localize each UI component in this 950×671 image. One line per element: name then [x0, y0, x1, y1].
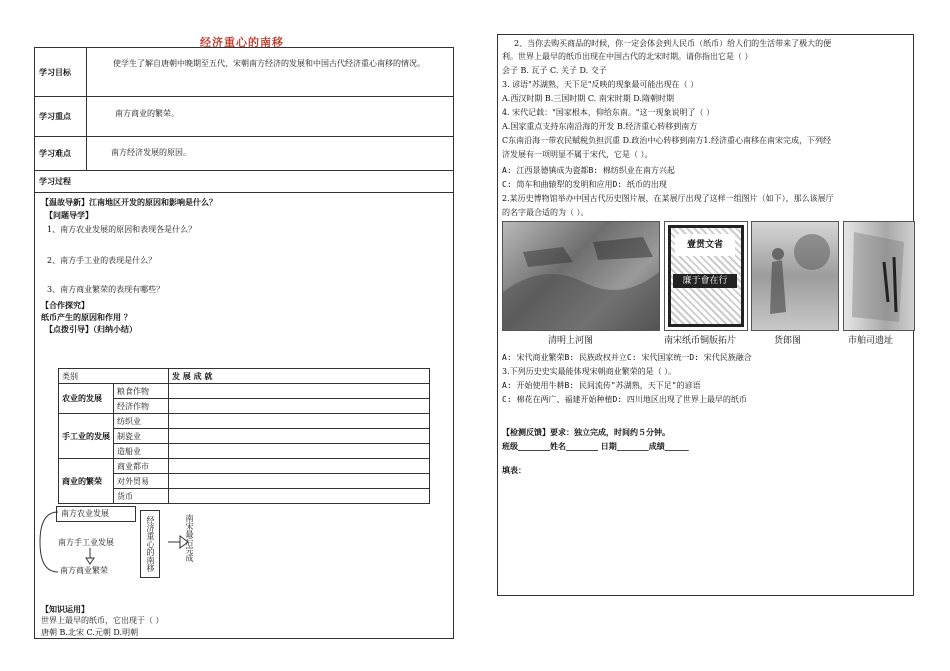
table-group-agriculture: 农业的发展 [59, 384, 114, 414]
apply-options: 唐朝 B.北宋 C.元朝 D.明朝 [41, 628, 139, 637]
paper-money-value: 壹贯文省 [675, 234, 735, 256]
objective-row [35, 48, 453, 97]
key-label: 学习重点 [35, 96, 87, 136]
table-header-category: 类别 [59, 369, 169, 384]
flow-text-result: 南宋最后完成 [185, 514, 194, 562]
paper-money-banner: 廉于會在行 [673, 274, 737, 288]
painting-qingming-image [502, 221, 660, 331]
right-line-6: 4. 宋代记载："国家根本，仰给东南。"这一现象说明了（ ） [502, 108, 715, 117]
right-line-15: 3.下列历史史实最能体现宋朝商业繁荣的是（ ）。 [502, 367, 677, 376]
table-cell-blank[interactable] [169, 489, 430, 504]
question-2: 2、南方手工业的表现是什么？ [47, 256, 157, 265]
coop-header: 【合作探究】 [41, 300, 89, 310]
table-row [59, 399, 430, 414]
right-line-17: C: 棉花在两广、福建开始种植D: 四川地区出现了世界上最早的纸币 [502, 395, 747, 404]
objective-label: 学习目标 [35, 48, 87, 96]
table-row [59, 489, 430, 504]
right-line-3: 会子 B. 瓦子 C. 关子 D. 交子 [502, 66, 607, 75]
right-line-12: 2.某历史博物馆举办中国古代历史图片展，在某展厅出现了这样一组图片（如下），那么该展厅 [502, 194, 834, 203]
right-line-16: A: 开始使用牛耕B: 民间流传"苏湖熟，天下足"的谚语 [502, 381, 701, 390]
right-line-11: C: 筒车和曲辕犁的发明和应用D: 纸币的出现 [502, 180, 667, 189]
difficulty-text: 南方经济发展的原因。 [111, 148, 191, 157]
table-item: 对外贸易 [114, 474, 169, 489]
table-row [59, 459, 430, 474]
flow-box-agriculture: 南方农业发展 [56, 506, 136, 522]
table-cell-blank[interactable] [169, 444, 430, 459]
table-item: 经济作物 [114, 399, 169, 414]
fill-table-label: 填表： [502, 465, 526, 475]
difficulty-row [35, 136, 453, 171]
table-row [59, 474, 430, 489]
table-item: 粮食作物 [114, 384, 169, 399]
table-item: 制瓷业 [114, 429, 169, 444]
right-line-1: 2、当你去购买商品的时候，你一定会体会到人民币（纸币）给人们的生活带来了极大的便 [514, 39, 832, 48]
right-line-7: A.国家重点支持东南沿海的开发 B.经济重心转移到南方 [502, 122, 698, 131]
table-group-commerce: 商业的繁荣 [59, 459, 114, 504]
caption-maritime-office: 市舶司遗址 [848, 336, 894, 346]
key-text: 南方商业的繁荣。 [115, 109, 179, 118]
question-1: 1、南方农业发展的原因和表现各是什么？ [47, 225, 197, 234]
right-line-8: C东南沿海一带农民赋税负担沉重 D.政治中心转移到南方1.经济重心南移在南宋完成，下列经 [502, 136, 831, 145]
painting-qingming-sketch [503, 222, 659, 330]
right-line-9: 济发展有一项明显不属于宋代，它是（ ）。 [502, 150, 653, 159]
review-prompt: 【温故导新】江南地区开发的原因和影响是什么？ [41, 197, 217, 207]
table-row [59, 414, 430, 429]
process-row [35, 170, 453, 193]
peddler-sketch [752, 222, 838, 330]
coop-question: 纸币产生的原因和作用 ？ [41, 312, 132, 322]
table-cell-blank[interactable] [169, 414, 430, 429]
caption-qingming: 清明上河图 [548, 336, 594, 346]
right-line-13: 的名字最合适的为（ ）。 [502, 208, 589, 217]
right-line-2: 利。世界上最早的纸币出现在中国古代的北宋时期。请你指出它是（ ） [502, 52, 753, 61]
class-info-line[interactable]: 班级________姓名________ 日期________成绩______ [502, 441, 689, 451]
table-cell-blank[interactable] [169, 384, 430, 399]
right-line-10: A: 江西景德镇成为瓷都B: 棉纺织业在南方兴起 [502, 166, 675, 175]
maritime-office-image [843, 221, 915, 331]
table-header-achievements: 发 展 成 就 [169, 369, 430, 384]
feedback-header: 【检测反馈】要求：独立完成，时间约５分钟。 [502, 427, 670, 437]
process-label: 学习过程 [39, 176, 71, 186]
page-title: 经济重心的南移 [200, 36, 284, 49]
key-row [35, 96, 453, 137]
flow-box-center: 经济重心的南移 [140, 510, 160, 578]
right-line-14: A: 宋代商业繁荣B: 民族政权并立C: 宋代国家统一D: 宋代民族融合 [502, 353, 752, 362]
maritime-sketch [844, 222, 914, 330]
difficulty-label: 学习难点 [35, 136, 87, 170]
table-row [59, 429, 430, 444]
summary-table [58, 368, 430, 504]
guide-header: 【问题导学】 [45, 210, 93, 220]
table-cell-blank[interactable] [169, 459, 430, 474]
flow-text-commerce: 南方商业繁荣 [60, 566, 108, 575]
flow-text-handicraft: 南方手工业发展 [58, 538, 114, 547]
table-cell-blank[interactable] [169, 429, 430, 444]
paper-money-image [664, 221, 748, 331]
table-header-row [59, 369, 430, 384]
table-item: 货币 [114, 489, 169, 504]
objective-text: 使学生了解自唐朝中晚期至五代、宋朝南方经济的发展和中国古代经济重心南移的情况。 [113, 59, 425, 68]
right-worksheet-panel [497, 34, 914, 596]
question-3: 3、南方商业繁荣的表现有哪些？ [47, 285, 165, 294]
table-row [59, 444, 430, 459]
right-line-5: A.西汉时期 B.三国时期 C. 南宋时期 D.隋朝时期 [502, 94, 674, 103]
table-cell-blank[interactable] [169, 399, 430, 414]
table-row [59, 384, 430, 399]
caption-peddler: 货郎图 [774, 336, 802, 346]
point-header: 【点拨引导】（归纳小结） [45, 324, 137, 334]
caption-paper-money: 南宋纸币铜版拓片 [664, 336, 737, 346]
table-group-handicraft: 手工业的发展 [59, 414, 114, 459]
table-item: 纺织业 [114, 414, 169, 429]
table-cell-blank[interactable] [169, 474, 430, 489]
table-item: 商业都市 [114, 459, 169, 474]
table-item: 造船业 [114, 444, 169, 459]
flow-arrow-head [86, 558, 94, 564]
right-line-4: 3. 谚语"苏湖熟，天下足"反映的现象最可能出现在（ ） [502, 80, 699, 89]
apply-question: 世界上最早的纸币，它出现于（ ） [41, 616, 164, 625]
peddler-painting-image [751, 221, 839, 331]
apply-header: 【知识运用】 [41, 604, 89, 614]
